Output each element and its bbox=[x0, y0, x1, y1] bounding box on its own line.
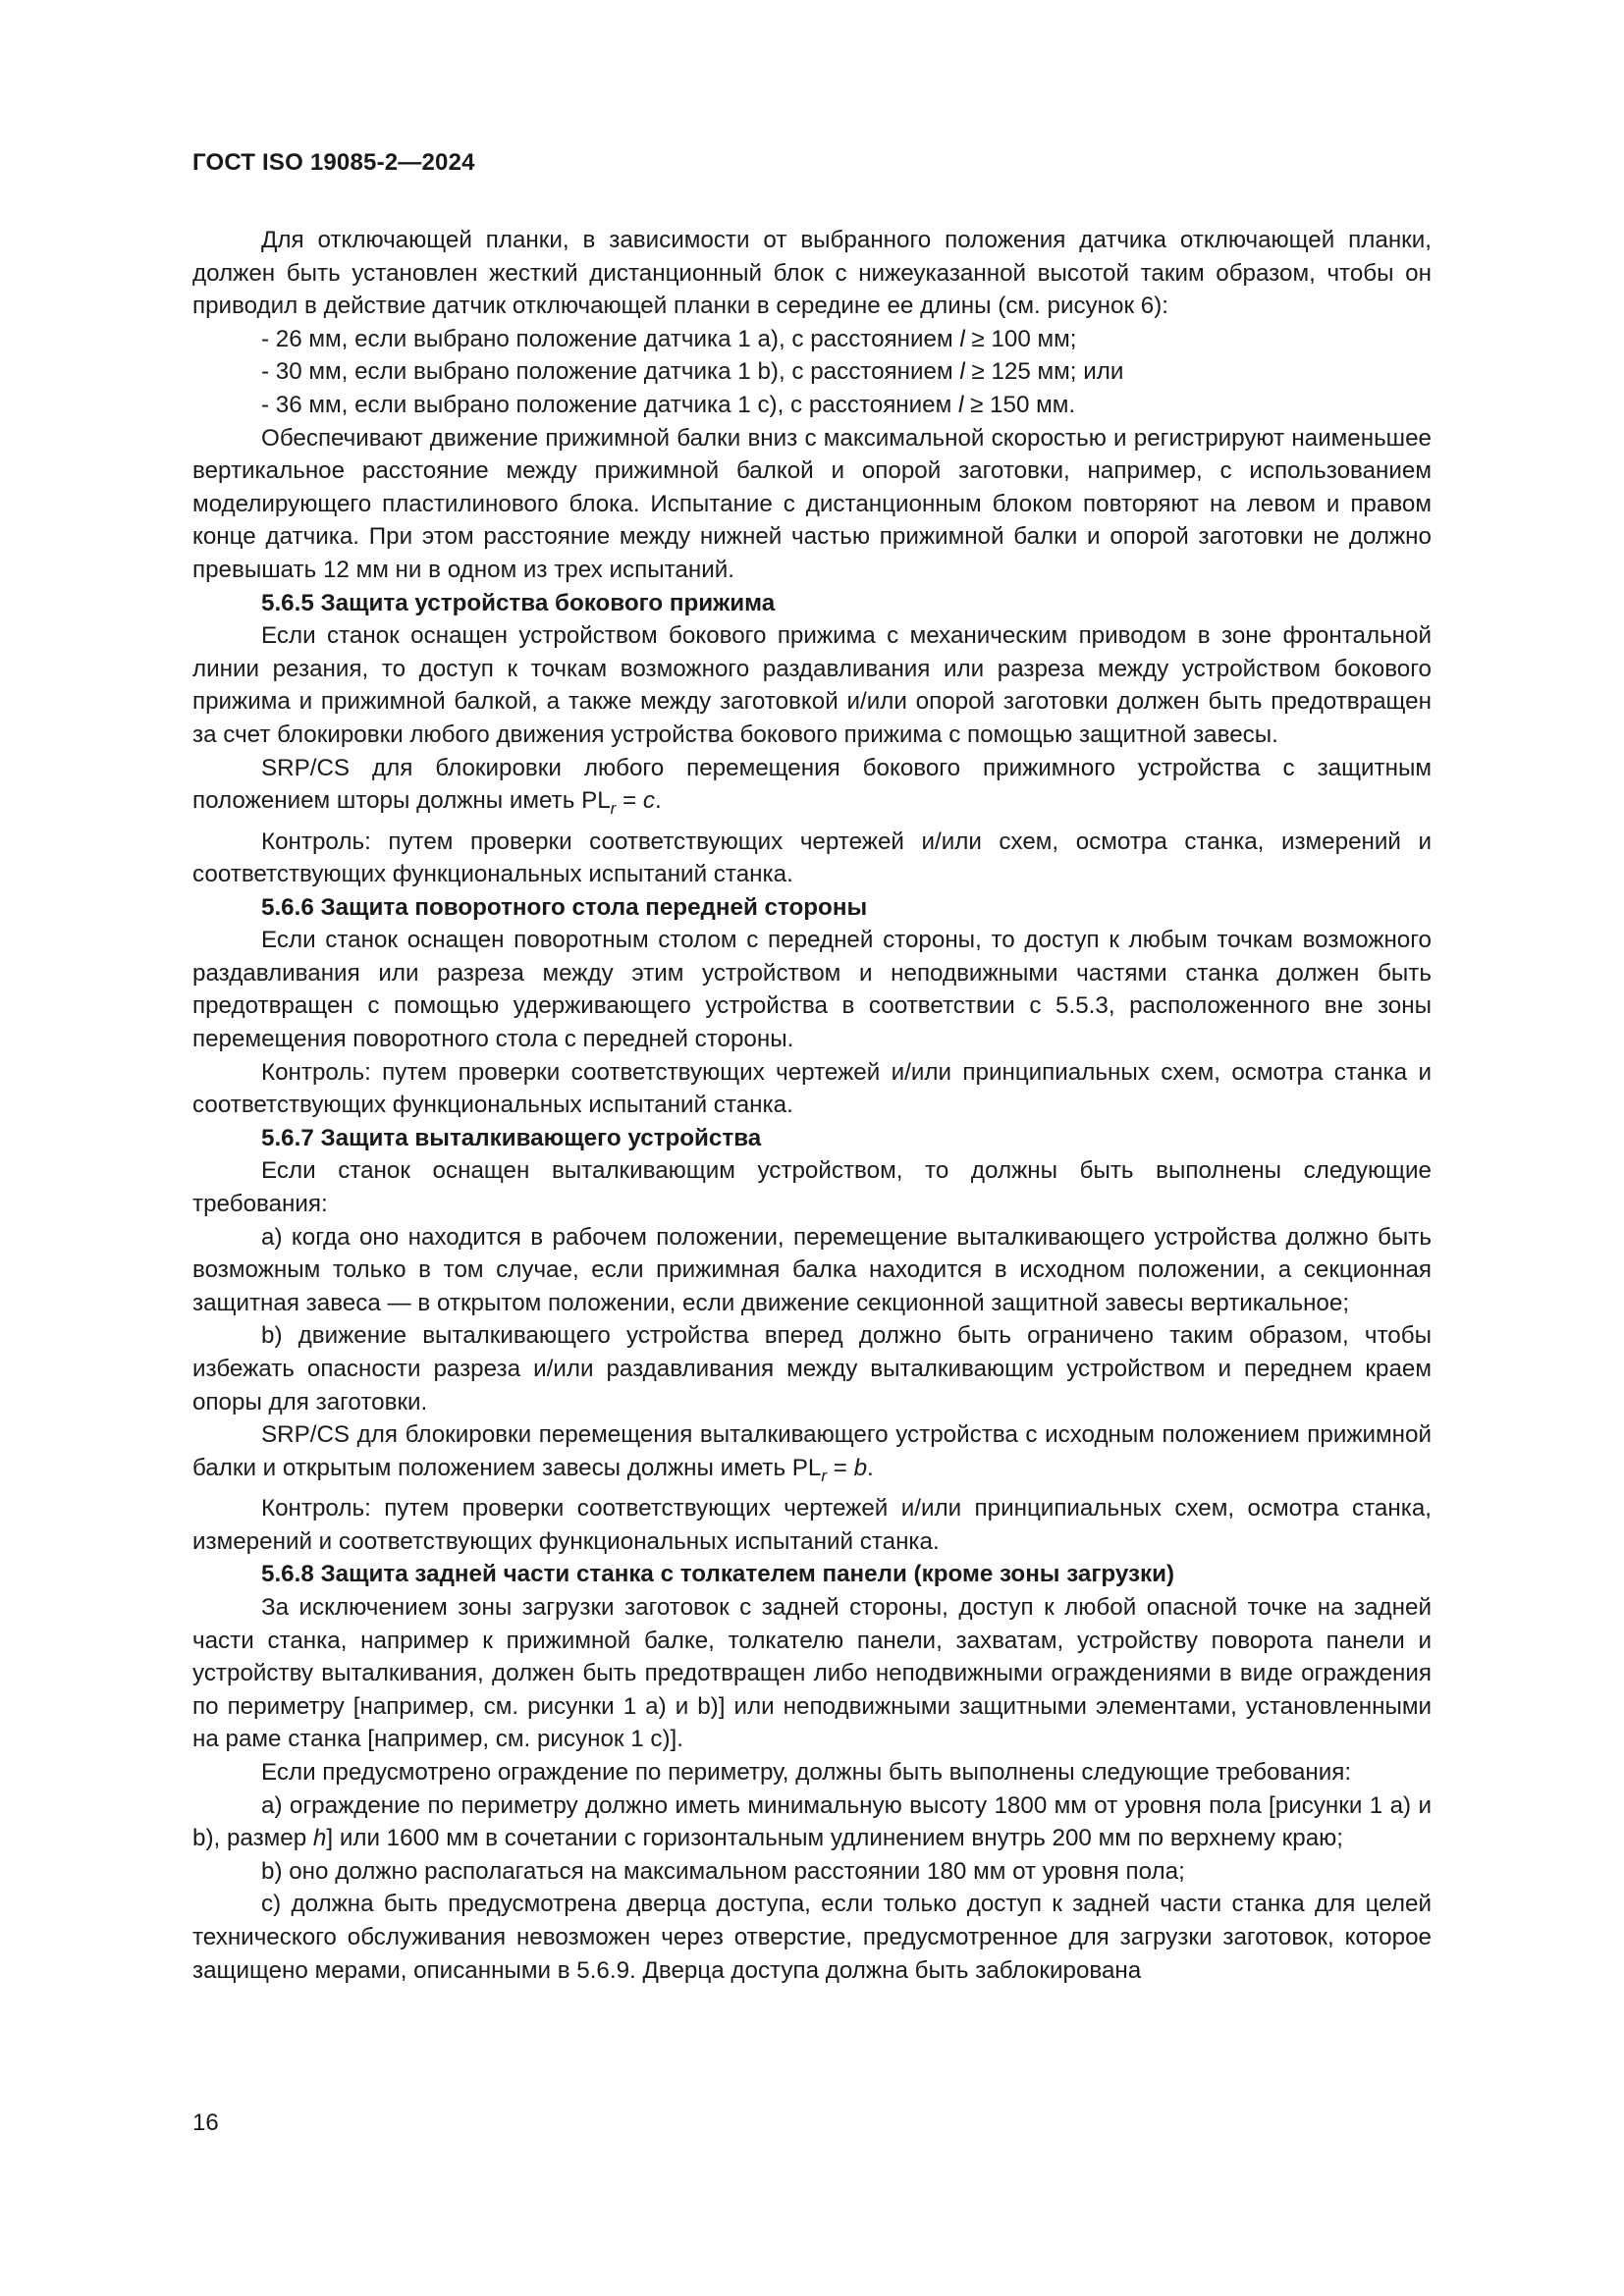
paragraph-text: ] или 1600 мм в сочетании с горизонтальным удлинением внутрь 200 мм по верхнему краю; bbox=[326, 1825, 1344, 1852]
variable-symbol: l bbox=[959, 325, 965, 352]
body-paragraph: Обеспечивают движение прижимной балки вниз с максимальной скоростью и регистрируют наименьшее вертикальное расстояние между прижимной балкой и опорой заготовки, например, с использованием моделирующего пластилинового блока. Испытание с дистанционным блоком повторяют на левом и правом конце датчика. При этом расстояние между нижней частью прижимной балки и опорой заготовки не должно превышать 12 мм ни в одном из трех испытаний. bbox=[192, 424, 1432, 583]
variable-symbol: l bbox=[959, 358, 965, 386]
section-heading: 5.6.7 Защита выталкивающего устройства bbox=[261, 1124, 762, 1151]
body-paragraph: Контроль: путем проверки соответствующих чертежей и/или принципиальных схем, осмотра станка, измерений и соответствующих функциональных испытаний станка. bbox=[192, 1495, 1432, 1555]
body-paragraph: Если станок оснащен поворотным столом с передней стороны, то доступ к любым точкам возможного раздавливания или разреза между этим устройством и неподвижными частями станка должен быть предотвращен с помощью удерживающего устройства в соответствии с 5.5.3, расположенного вне зоны перемещения поворотного стола с передней стороны. bbox=[192, 927, 1432, 1053]
page-number: 16 bbox=[192, 2109, 219, 2136]
list-item bbox=[192, 355, 1432, 389]
body-paragraph: Если станок оснащен выталкивающим устройством, то должны быть выполнены следующие требования: bbox=[192, 1157, 1432, 1218]
pl-subscript: r bbox=[821, 1466, 827, 1485]
paragraph-text: SRP/CS для блокировки любого перемещения бокового прижимного устройства с защитным положением шторы должны иметь PL bbox=[192, 754, 1432, 815]
paragraph-text: = bbox=[827, 1454, 854, 1481]
body-paragraph bbox=[192, 1789, 1432, 1855]
body-paragraph: За исключением зоны загрузки заготовок с задней стороны, доступ к любой опасной точке на задней части станка, например к прижимной балке, толкателю панели, захватам, устройству поворота панели и устройству выталкивания, должен быть предотвращен либо неподвижными ограждениями в виде ограждения по периметру [например, см. рисунки 1 a) и b)] или неподвижными защитными элементами, установленными на раме станка [например, см. рисунок 1 c)]. bbox=[192, 1594, 1432, 1753]
document-header: ГОСТ ISO 19085-2—2024 bbox=[192, 149, 475, 176]
section-heading: 5.6.8 Защита задней части станка с толкателем панели (кроме зоны загрузки) bbox=[261, 1561, 1175, 1588]
pl-value: c bbox=[642, 787, 655, 815]
list-item bbox=[192, 389, 1432, 422]
body-paragraph: b) движение выталкивающего устройства вперед должно быть ограничено таким образом, чтобы избежать опасности разреза и/или раздавливания между выталкивающим устройством и переднем краем опоры для заготовки. bbox=[192, 1322, 1432, 1415]
paragraph-text: . bbox=[654, 787, 662, 815]
body-paragraph: Если станок оснащен устройством бокового прижима с механическим приводом в зоне фронтальной линии резания, то доступ к точкам возможного раздавливания или разреза между устройством бокового прижима и прижимной балкой, а также между заготовкой и/или опорой заготовки должен быть предотвращен за счет блокировки любого движения устройства бокового прижима с помощью защитной завесы. bbox=[192, 622, 1432, 748]
item-text: ≥ 100 мм; bbox=[964, 325, 1077, 352]
performance-level-paragraph bbox=[192, 1418, 1432, 1492]
list-item bbox=[192, 323, 1432, 356]
body-paragraph: Контроль: путем проверки соответствующих чертежей и/или схем, осмотра станка, измерений и соответствующих функциональных испытаний станка. bbox=[192, 828, 1432, 888]
performance-level-paragraph bbox=[192, 752, 1432, 826]
body-paragraph: Если предусмотрено ограждение по периметру, должны быть выполнены следующие требования: bbox=[261, 1758, 1352, 1786]
paragraph-text: . bbox=[867, 1454, 874, 1481]
body-paragraph: a) когда оно находится в рабочем положении, перемещение выталкивающего устройства должно быть возможным только в том случае, если прижимная балка находится в исходном положении, а секционная защитная завеса — в открытом положении, если движение секционной защитной завесы вертикальное; bbox=[192, 1223, 1432, 1316]
item-text: - 30 мм, если выбрано положение датчика 1 b), с расстоянием bbox=[261, 358, 960, 386]
variable-symbol: h bbox=[312, 1825, 327, 1852]
document-body bbox=[192, 224, 1432, 1987]
variable-symbol: l bbox=[957, 391, 964, 418]
body-paragraph: b) оно должно располагаться на максимальном расстоянии 180 мм от уровня пола; bbox=[261, 1857, 1185, 1885]
body-paragraph: Контроль: путем проверки соответствующих чертежей и/или принципиальных схем, осмотра станка и соответствующих функциональных испытаний станка. bbox=[192, 1058, 1432, 1119]
pl-subscript: r bbox=[610, 798, 617, 818]
paragraph-text: = bbox=[616, 787, 643, 815]
item-text: - 26 мм, если выбрано положение датчика 1 a), с расстоянием bbox=[261, 325, 960, 352]
section-heading: 5.6.6 Защита поворотного стола передней стороны bbox=[261, 893, 868, 921]
pl-value: b bbox=[853, 1454, 868, 1481]
section-heading: 5.6.5 Защита устройства бокового прижима bbox=[261, 589, 776, 616]
paragraph-text: SRP/CS для блокировки перемещения выталкивающего устройства с исходным положением прижимной балки и открытым положением завесы должны иметь PL bbox=[192, 1421, 1432, 1481]
item-text: ≥ 150 мм. bbox=[963, 391, 1076, 418]
body-paragraph: c) должна быть предусмотрена дверца доступа, если только доступ к задней части станка для целей технического обслуживания невозможен через отверстие, предусмотренное для загрузки заготовок, которое защищено мерами, описанными в 5.6.9. Дверца доступа должна быть заблокирована bbox=[192, 1891, 1432, 1984]
body-paragraph: Для отключающей планки, в зависимости от выбранного положения датчика отключающей планки, должен быть установлен жесткий дистанционный блок с нижеуказанной высотой таким образом, чтобы он приводил в действие датчик отключающей планки в середине ее длины (см. рисунок 6): bbox=[192, 227, 1432, 320]
item-text: ≥ 125 мм; или bbox=[964, 358, 1124, 386]
item-text: - 36 мм, если выбрано положение датчика 1 c), с расстоянием bbox=[261, 391, 958, 418]
paragraph-text: a) ограждение по периметру должно иметь минимальную высоту 1800 мм от уровня пола [рисунки 1 a) и b), размер bbox=[192, 1791, 1432, 1852]
